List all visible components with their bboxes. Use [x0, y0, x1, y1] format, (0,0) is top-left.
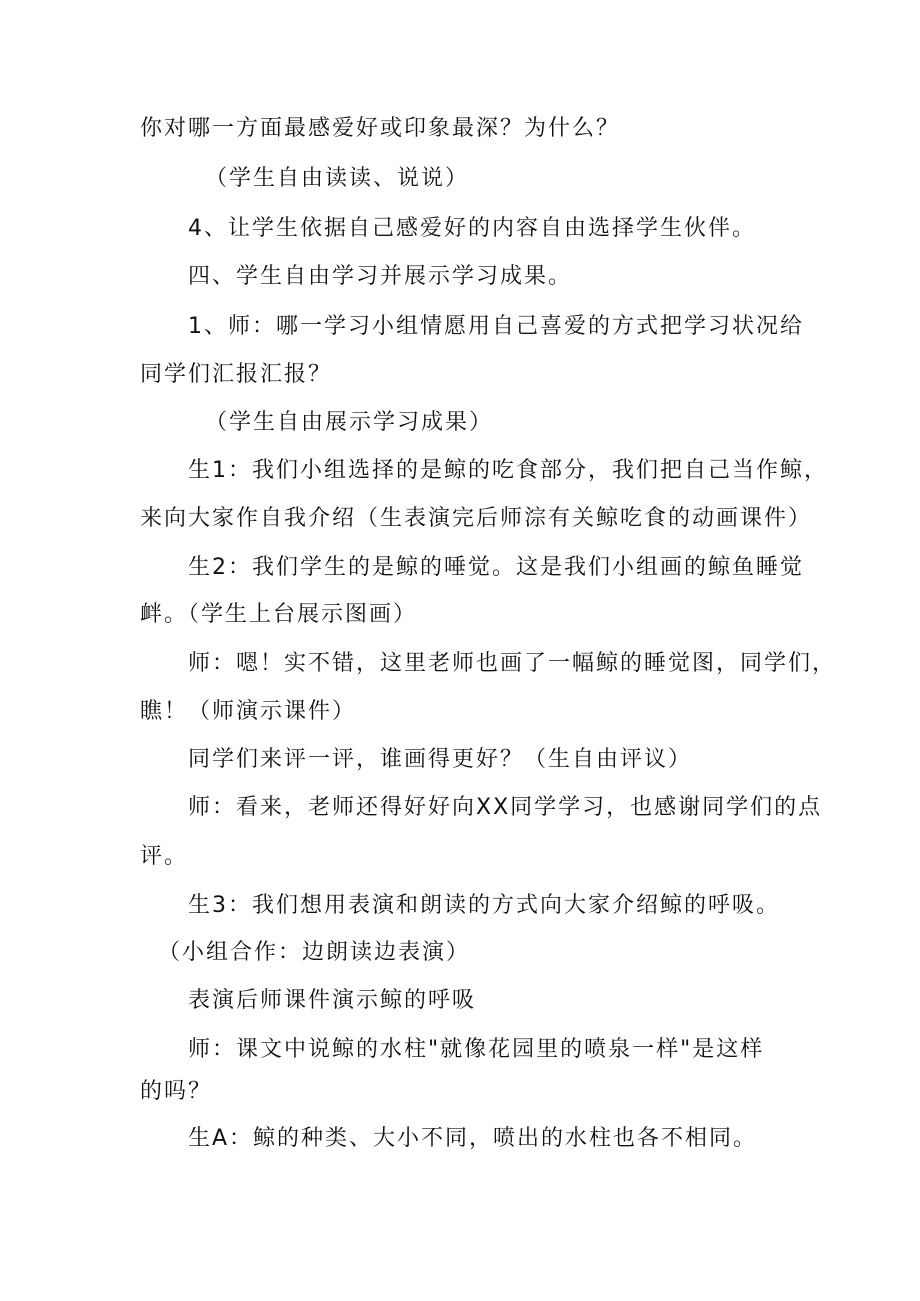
text-line: （学生自由读读、说说） — [205, 166, 470, 191]
text-line: 表演后师课件演示鲸的呼吸 — [188, 988, 477, 1013]
text-line: 同学们来评一评，谁画得更好？（生自由评议） — [188, 747, 693, 772]
text-line: 评。 — [140, 844, 189, 869]
text-line: 师：嗯！实不错，这里老师也画了一幅鲸的睡觉图，同学们， — [188, 651, 837, 676]
text-line: 师：课文中说鲸的水柱"就像花园里的喷泉一样"是这样 — [188, 1037, 765, 1062]
text-line: 生3：我们想用表演和朗读的方式向大家介绍鲸的呼吸。 — [188, 893, 780, 918]
text-line: 生1：我们小组选择的是鲸的吃食部分，我们把自己当作鲸， — [188, 458, 828, 483]
text-line: 生A：鲸的种类、大小不同，喷出的水柱也各不相同。 — [188, 1126, 758, 1151]
text-line: 四、学生自由学习并展示学习成果。 — [188, 264, 573, 289]
text-line: 1、师：哪一学习小组情愿用自己喜爱的方式把学习状况给 — [188, 314, 804, 339]
text-line: 同学们汇报汇报？ — [140, 362, 333, 387]
text-line: 师：看来，老师还得好好向XX同学学习，也感谢同学们的点 — [188, 795, 823, 820]
text-line: 的吗？ — [140, 1079, 213, 1104]
text-line: （学生自由展示学习成果） — [205, 410, 494, 435]
text-line: 你对哪一方面最感爱好或印象最深？为什么？ — [140, 116, 621, 141]
text-line: 4、让学生依据自己感爱好的内容自由选择学生伙伴。 — [188, 216, 756, 241]
text-line: 来向大家作自我介绍（生表演完后师淙有关鲸吃食的动画课件） — [140, 506, 813, 531]
text-line: 衅。（学生上台展示图画） — [140, 602, 418, 627]
text-line: 瞧！（师演示课件） — [140, 699, 357, 724]
text-line: 生2：我们学生的是鲸的唾觉。这是我们小组画的鲸鱼睡觉 — [188, 555, 804, 580]
text-line: （小组合作：边朗读边表演） — [158, 940, 471, 965]
